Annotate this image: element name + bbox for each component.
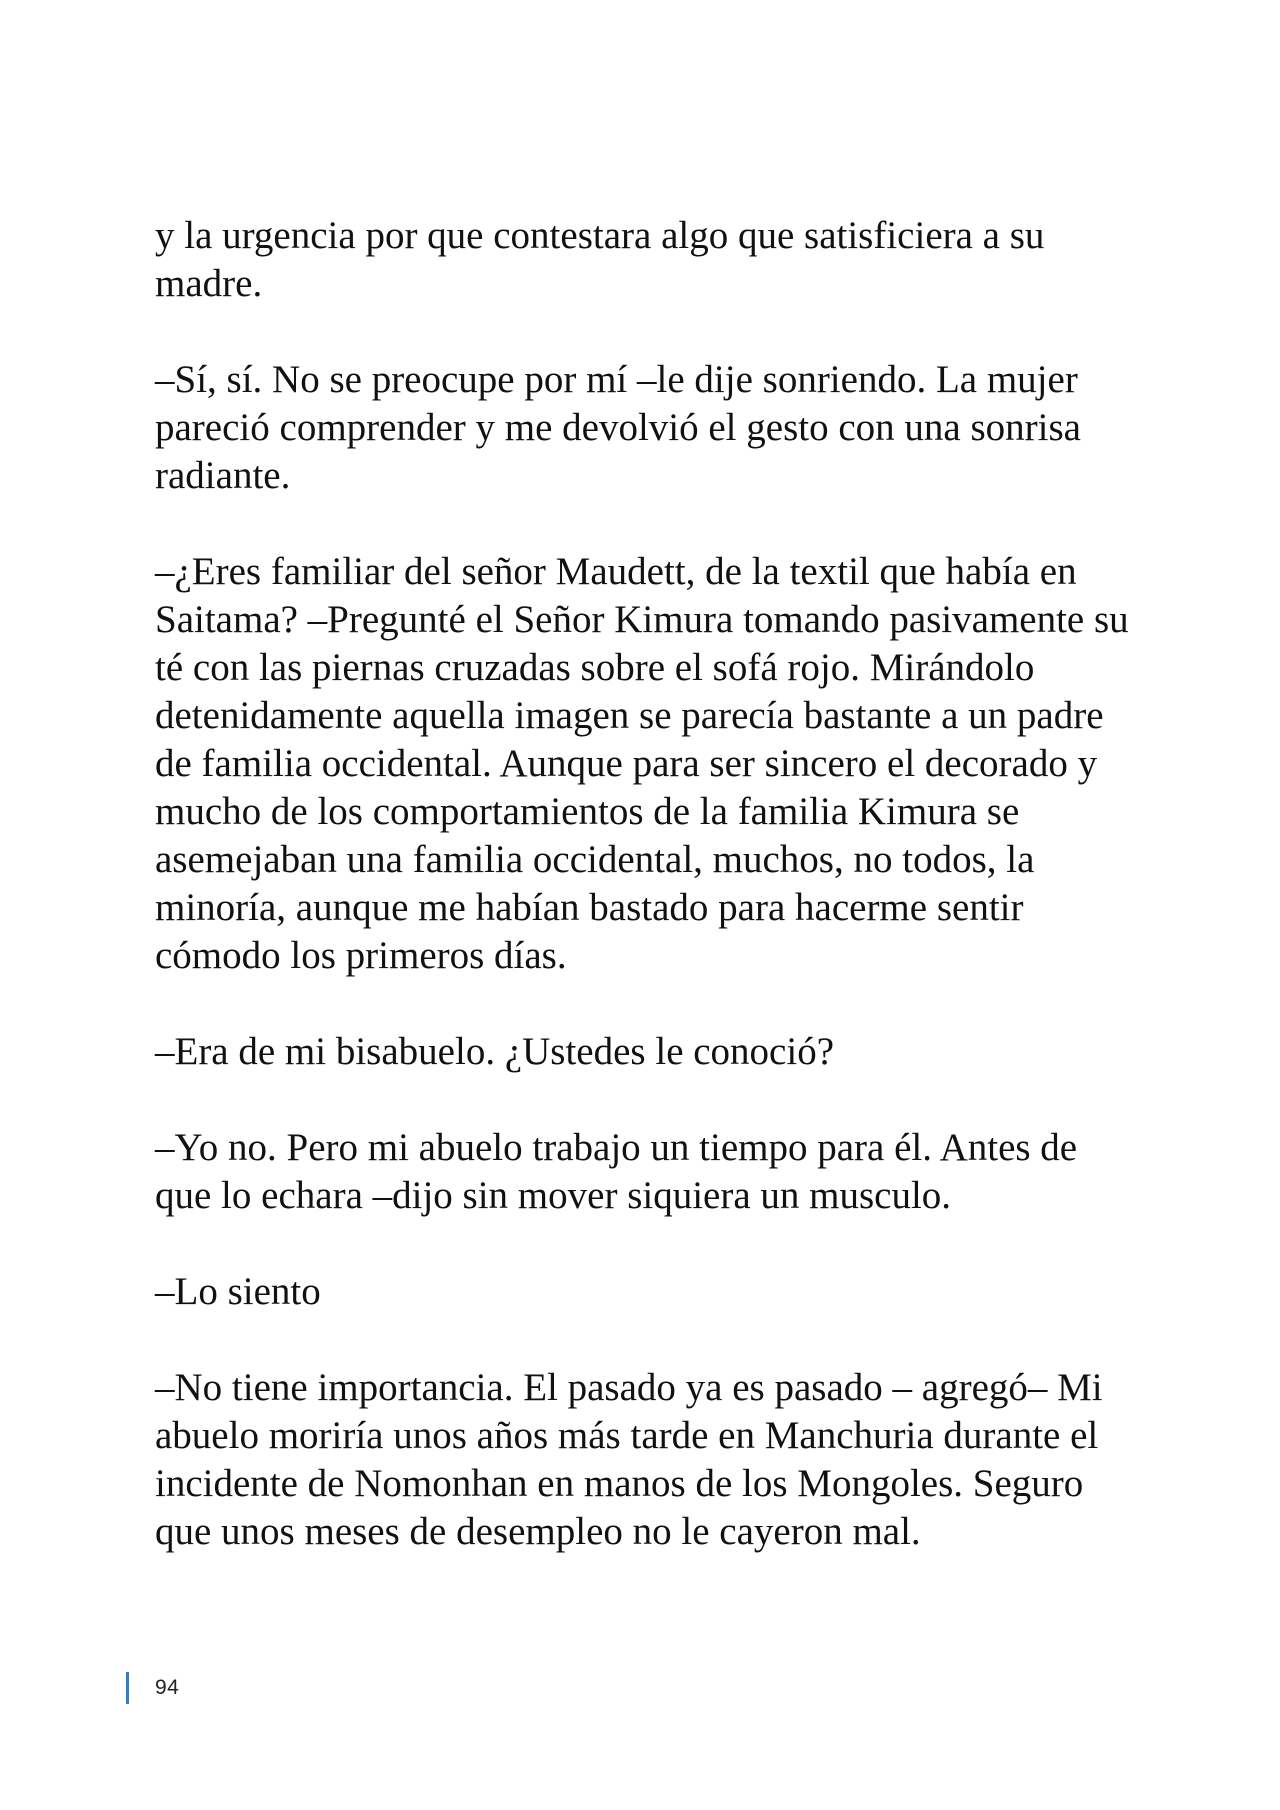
page-number: 94: [155, 1676, 180, 1699]
paragraph-4: –Era de mi bisabuelo. ¿Ustedes le conoció?: [155, 1030, 835, 1073]
paragraph-6: –Lo siento: [155, 1270, 321, 1313]
paragraph-7: –No tiene importancia. El pasado ya es pasado – agregó– Mi abuelo moriría unos años más tarde en Manchuria durante el incidente de Nomonhan en manos de los Mongoles. Seguro que unos meses de desempleo no le cayeron mal.: [155, 1366, 1103, 1553]
paragraph-3: –¿Eres familiar del señor Maudett, de la textil que había en Saitama? –Pregunté el Señor Kimura tomando pasivamente su té con las piernas cruzadas sobre el sofá rojo. Mirándolo detenidamente aquella imagen se parecía bastante a un padre de familia occidental. Aunque para ser sincero el decorado y mucho de los comportamientos de la familia Kimura se asemejaban una familia occidental, muchos, no todos, la minoría, aunque me habían bastado para hacerme sentir cómodo los primeros días.: [155, 550, 1129, 977]
footer-accent-bar: [126, 1672, 129, 1704]
paragraph-1: y la urgencia por que contestara algo que satisficiera a su madre.: [155, 214, 1045, 305]
page-footer: [126, 1671, 179, 1705]
page-body: [155, 212, 1155, 1604]
paragraph-2: –Sí, sí. No se preocupe por mí –le dije sonriendo. La mujer pareció comprender y me devolvió el gesto con una sonrisa radiante.: [155, 358, 1081, 497]
paragraph-5: –Yo no. Pero mi abuelo trabajo un tiempo para él. Antes de que lo echara –dijo sin mover siquiera un musculo.: [155, 1126, 1078, 1217]
